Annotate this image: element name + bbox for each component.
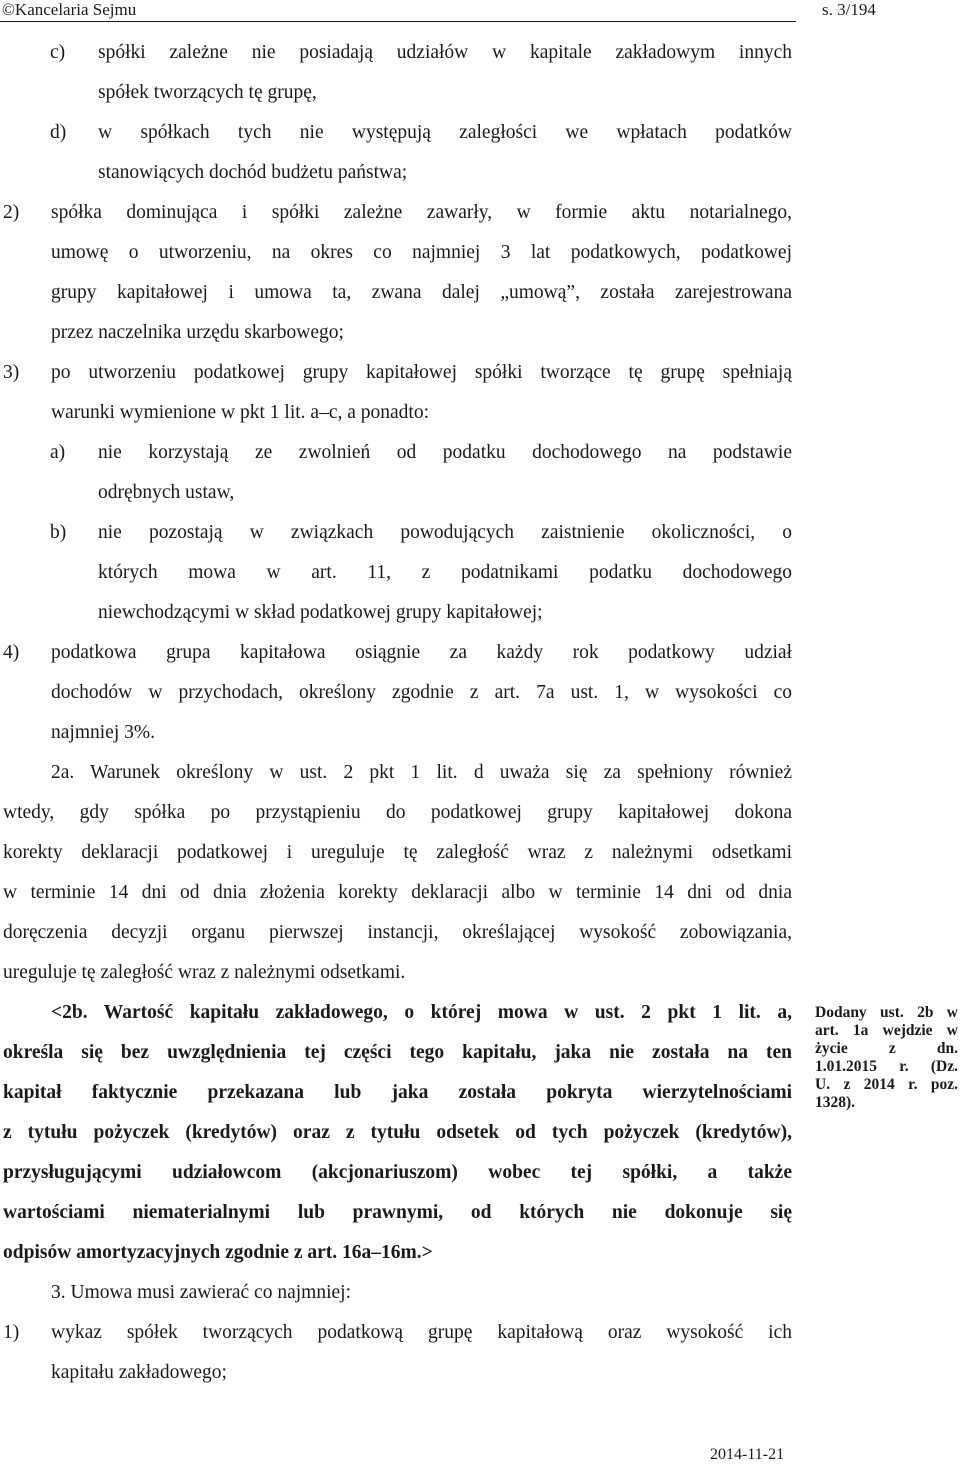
point-2-line: spółka dominująca i spółki zależne zawarły, w formie aktu notarialnego, xyxy=(51,202,792,223)
item-b-line: których mowa w art. 11, z podatnikami podatku dochodowego xyxy=(98,562,792,583)
margin-note-line: art. 1a wejdzie w xyxy=(815,1022,958,1039)
item-a-line: odrębnych ustaw, xyxy=(98,482,235,503)
point-2-line: grupy kapitałowej i umowa ta, zwana dalej „umową”, została zarejestrowana xyxy=(51,282,792,303)
paragraph-2a-line: wtedy, gdy spółka po przystąpieniu do podatkowej grupy kapitałowej dokona xyxy=(3,802,792,823)
point-3-line: warunki wymienione w pkt 1 lit. a–c, a ponadto: xyxy=(51,402,430,423)
paragraph-2b-line: kapitał faktycznie przekazana lub jaka została pokryta wierzytelnościami xyxy=(3,1082,792,1103)
point-2-line: przez naczelnika urzędu skarbowego; xyxy=(51,322,344,343)
point-2-label: 2) xyxy=(3,202,20,223)
point-2-line: umowę o utworzeniu, na okres co najmniej 3 lat podatkowych, podatkowej xyxy=(51,242,792,263)
paragraph-2a-line: ureguluje tę zaległość wraz z należnymi odsetkami. xyxy=(3,962,406,983)
item-b-label: b) xyxy=(50,522,67,543)
point-4-line: najmniej 3%. xyxy=(51,722,155,743)
paragraph-2a-line: doręczenia decyzji organu pierwszej instancji, określającej wysokość zobowiązania, xyxy=(3,922,792,943)
item-d-label: d) xyxy=(50,122,67,143)
margin-note xyxy=(815,1004,958,1112)
paragraph-2b-line: odpisów amortyzacyjnych zgodnie z art. 16a–16m.> xyxy=(3,1242,433,1263)
paragraph-2b-line: <2b. Wartość kapitału zakładowego, o której mowa w ust. 2 pkt 1 lit. a, xyxy=(51,1002,792,1023)
paragraph-2a-line: korekty deklaracji podatkowej i ureguluje tę zaległość wraz z należnymi odsetkami xyxy=(3,842,792,863)
paragraph-2a-line: 2a. Warunek określony w ust. 2 pkt 1 lit. d uważa się za spełniony również xyxy=(51,762,792,783)
margin-note-line: Dodany ust. 2b w xyxy=(815,1004,958,1021)
paragraph-2b-line: przysługującymi udziałowcom (akcjonariuszom) wobec tej spółki, a także xyxy=(3,1162,792,1183)
paragraph-3-line: 3. Umowa musi zawierać co najmniej: xyxy=(51,1282,351,1303)
point-4-line: dochodów w przychodach, określony zgodnie z art. 7a ust. 1, w wysokości co xyxy=(51,682,792,703)
item-d-line: stanowiących dochód budżetu państwa; xyxy=(98,162,408,183)
paragraph-3-point-1-label: 1) xyxy=(3,1322,20,1343)
item-c-line: spółki zależne nie posiadają udziałów w kapitale zakładowym innych xyxy=(98,42,792,63)
point-3-line: po utworzeniu podatkowej grupy kapitałowej spółki tworzące tę grupę spełniają xyxy=(51,362,792,383)
margin-note-line: U. z 2014 r. poz. xyxy=(815,1076,958,1093)
paragraph-3-point-1-line: kapitału zakładowego; xyxy=(51,1362,227,1383)
item-a-label: a) xyxy=(50,442,66,463)
item-a-line: nie korzystają ze zwolnień od podatku dochodowego na podstawie xyxy=(98,442,792,463)
paragraph-2b-line: z tytułu pożyczek (kredytów) oraz z tytułu odsetek od tych pożyczek (kredytów), xyxy=(3,1122,792,1143)
paragraph-2b-line: określa się bez uwzględnienia tej części tego kapitału, jaka nie została na ten xyxy=(3,1042,792,1063)
point-4-label: 4) xyxy=(3,642,20,663)
margin-note-line: życie z dn. xyxy=(815,1040,958,1057)
margin-note-line: 1.01.2015 r. (Dz. xyxy=(815,1058,958,1075)
header-source: ©Kancelaria Sejmu xyxy=(2,0,137,19)
point-3-label: 3) xyxy=(3,362,20,383)
item-d-line: w spółkach tych nie występują zaległości we wpłatach podatków xyxy=(98,122,792,143)
header-rule xyxy=(0,21,796,22)
paragraph-3-point-1-line: wykaz spółek tworzących podatkową grupę kapitałową oraz wysokość ich xyxy=(51,1322,792,1343)
paragraph-2a-line: w terminie 14 dni od dnia złożenia korekty deklaracji albo w terminie 14 dni od dnia xyxy=(3,882,792,903)
margin-note-line: 1328). xyxy=(815,1094,856,1111)
footer-date: 2014-11-21 xyxy=(710,1446,785,1463)
item-c-label: c) xyxy=(50,42,66,63)
item-c-line: spółek tworzących tę grupę, xyxy=(98,82,317,103)
header-page-number: s. 3/194 xyxy=(822,0,876,19)
paragraph-2b-line: wartościami niematerialnymi lub prawnymi, od których nie dokonuje się xyxy=(3,1202,792,1223)
item-b-line: nie pozostają w związkach powodujących zaistnienie okoliczności, o xyxy=(98,522,792,543)
point-4-line: podatkowa grupa kapitałowa osiągnie za każdy rok podatkowy udział xyxy=(51,642,792,663)
item-b-line: niewchodzącymi w skład podatkowej grupy kapitałowej; xyxy=(98,602,543,623)
